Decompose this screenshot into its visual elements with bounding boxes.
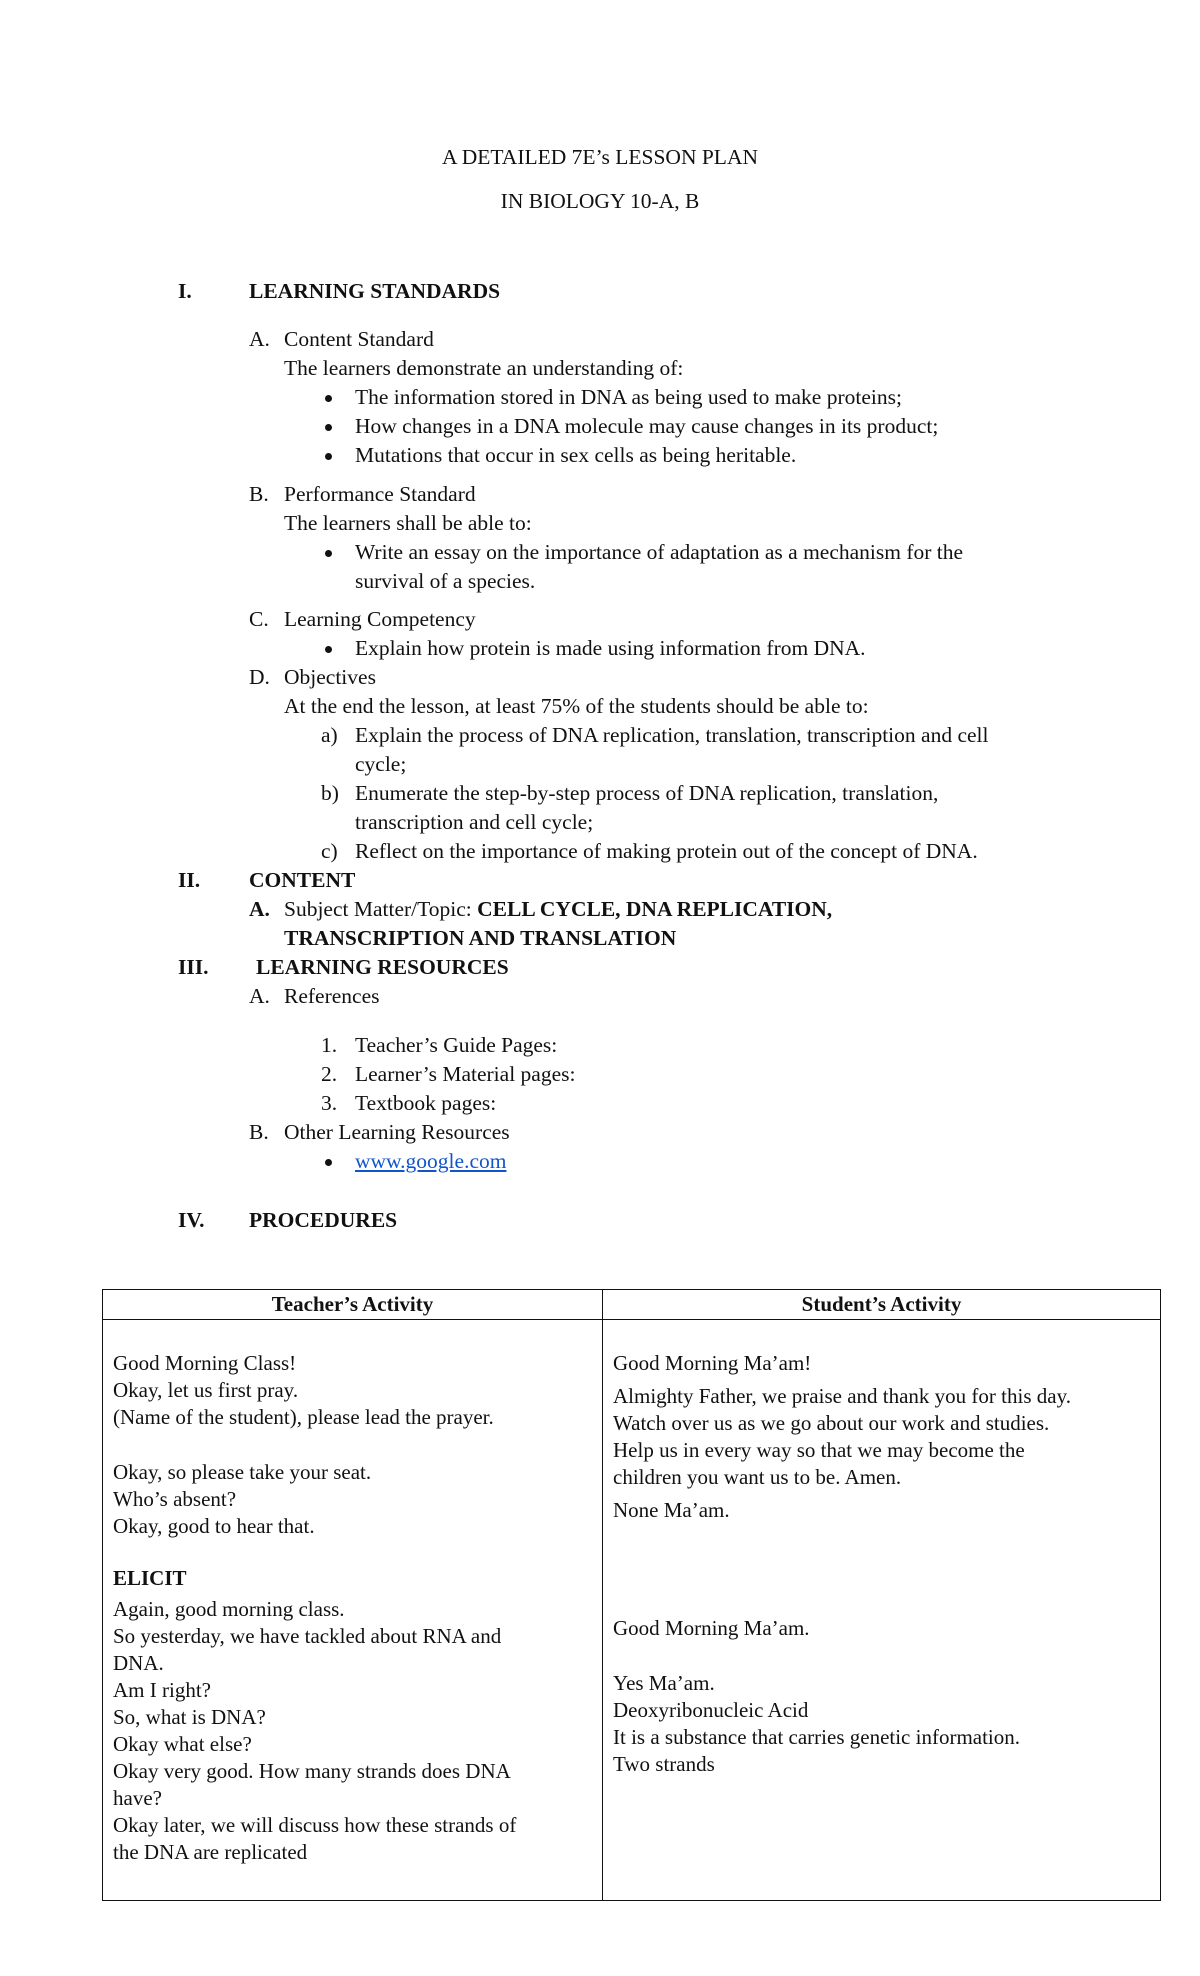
teacher-line: Okay, let us first pray. — [113, 1378, 299, 1402]
objective-text: Reflect on the importance of making protein out of the concept of DNA. — [355, 839, 978, 863]
student-line: Yes Ma’am. — [613, 1671, 715, 1695]
performance-standard-label: B. — [249, 482, 269, 506]
teacher-line: Okay, so please take your seat. — [113, 1460, 372, 1484]
teacher-line: Okay very good. How many strands does DNA — [113, 1759, 511, 1783]
subject-matter-line — [284, 895, 832, 924]
student-activity-cell — [603, 1320, 1161, 1901]
objective-text: Enumerate the step-by-step process of DNA replication, translation, — [355, 781, 939, 805]
teacher-line: Okay later, we will discuss how these strands of — [113, 1813, 517, 1837]
content-standard-intro: The learners demonstrate an understanding of: — [284, 356, 684, 380]
teacher-activity-header: Teacher’s Activity — [103, 1290, 603, 1320]
title-line-1: A DETAILED 7E’s LESSON PLAN — [442, 145, 758, 169]
objective-marker: b) — [321, 781, 339, 805]
title-line-2: IN BIOLOGY 10-A, B — [500, 189, 700, 213]
reference-marker: 1. — [321, 1033, 338, 1057]
teacher-line: have? — [113, 1786, 162, 1810]
reference-marker: 3. — [321, 1091, 338, 1115]
teacher-line: Okay what else? — [113, 1732, 252, 1756]
objective-text-cont: transcription and cell cycle; — [355, 810, 594, 834]
subject-matter-topic: CELL CYCLE, DNA REPLICATION, — [477, 897, 833, 921]
learning-competency-label: C. — [249, 607, 269, 631]
section-4-numeral: IV. — [178, 1208, 205, 1232]
student-line: Watch over us as we go about our work and studies. — [613, 1411, 1050, 1435]
objective-marker: a) — [321, 723, 338, 747]
procedures-table — [102, 1289, 1161, 1901]
section-3-numeral: III. — [178, 955, 209, 979]
section-2-numeral: II. — [178, 868, 201, 892]
student-line: children you want us to be. Amen. — [613, 1465, 902, 1489]
learning-competency-title: Learning Competency — [284, 607, 476, 631]
teacher-line: the DNA are replicated — [113, 1840, 308, 1864]
subject-matter-topic-cont: TRANSCRIPTION AND TRANSLATION — [284, 926, 677, 950]
teacher-line: DNA. — [113, 1651, 164, 1675]
teacher-line: Am I right? — [113, 1678, 211, 1702]
teacher-line: Okay, good to hear that. — [113, 1514, 315, 1538]
student-line: It is a substance that carries genetic information. — [613, 1725, 1021, 1749]
objectives-title: Objectives — [284, 665, 376, 689]
objective-text: Explain the process of DNA replication, translation, transcription and cell — [355, 723, 989, 747]
content-standard-bullet: The information stored in DNA as being used to make proteins; — [355, 383, 902, 412]
content-standard-bullet: Mutations that occur in sex cells as being heritable. — [355, 441, 796, 470]
student-line: Almighty Father, we praise and thank you for this day. — [613, 1384, 1071, 1408]
student-line: None Ma’am. — [613, 1498, 730, 1522]
performance-standard-title: Performance Standard — [284, 482, 476, 506]
other-resources-label: B. — [249, 1120, 269, 1144]
table-row — [103, 1320, 1161, 1901]
teacher-activity-cell — [103, 1320, 603, 1901]
student-line: Good Morning Ma’am! — [613, 1351, 812, 1375]
objective-marker: c) — [321, 839, 338, 863]
section-2-heading: CONTENT — [249, 868, 356, 892]
student-activity-header: Student’s Activity — [603, 1290, 1161, 1320]
references-title: References — [284, 984, 380, 1008]
google-link-item — [355, 1147, 506, 1176]
subject-matter-prefix: Subject Matter/Topic: — [284, 897, 478, 921]
teacher-line: Good Morning Class! — [113, 1351, 297, 1375]
teacher-line: (Name of the student), please lead the prayer. — [113, 1405, 494, 1429]
section-1-numeral: I. — [178, 279, 192, 303]
student-line: Two strands — [613, 1752, 715, 1776]
content-standard-title: Content Standard — [284, 327, 434, 351]
objectives-intro: At the end the lesson, at least 75% of the students should be able to: — [284, 694, 869, 718]
student-line: Help us in every way so that we may become the — [613, 1438, 1025, 1462]
elicit-heading: ELICIT — [113, 1566, 187, 1590]
learning-competency-bullet: Explain how protein is made using information from DNA. — [355, 634, 866, 663]
reference-item: Teacher’s Guide Pages: — [355, 1033, 558, 1057]
subject-matter-label: A. — [249, 897, 270, 921]
objective-text-cont: cycle; — [355, 752, 407, 776]
performance-standard-intro: The learners shall be able to: — [284, 511, 532, 535]
objectives-label: D. — [249, 665, 270, 689]
teacher-line: Again, good morning class. — [113, 1597, 345, 1621]
performance-standard-bullet-cont: survival of a species. — [355, 569, 536, 593]
reference-marker: 2. — [321, 1062, 338, 1086]
other-resources-title: Other Learning Resources — [284, 1120, 510, 1144]
content-standard-bullet: How changes in a DNA molecule may cause changes in its product; — [355, 412, 938, 441]
reference-item: Learner’s Material pages: — [355, 1062, 576, 1086]
section-3-heading: LEARNING RESOURCES — [256, 955, 509, 979]
references-label: A. — [249, 984, 270, 1008]
teacher-line: So yesterday, we have tackled about RNA and — [113, 1624, 502, 1648]
google-link[interactable]: www.google.com — [355, 1149, 507, 1173]
student-line: Good Morning Ma’am. — [613, 1616, 810, 1640]
student-line: Deoxyribonucleic Acid — [613, 1698, 809, 1722]
table-header-row — [103, 1290, 1161, 1320]
reference-item: Textbook pages: — [355, 1091, 497, 1115]
teacher-line: So, what is DNA? — [113, 1705, 266, 1729]
teacher-line: Who’s absent? — [113, 1487, 237, 1511]
content-standard-label: A. — [249, 327, 270, 351]
performance-standard-bullet: Write an essay on the importance of adaptation as a mechanism for the — [355, 538, 963, 567]
section-4-heading: PROCEDURES — [249, 1208, 398, 1232]
section-1-heading: LEARNING STANDARDS — [249, 279, 501, 303]
